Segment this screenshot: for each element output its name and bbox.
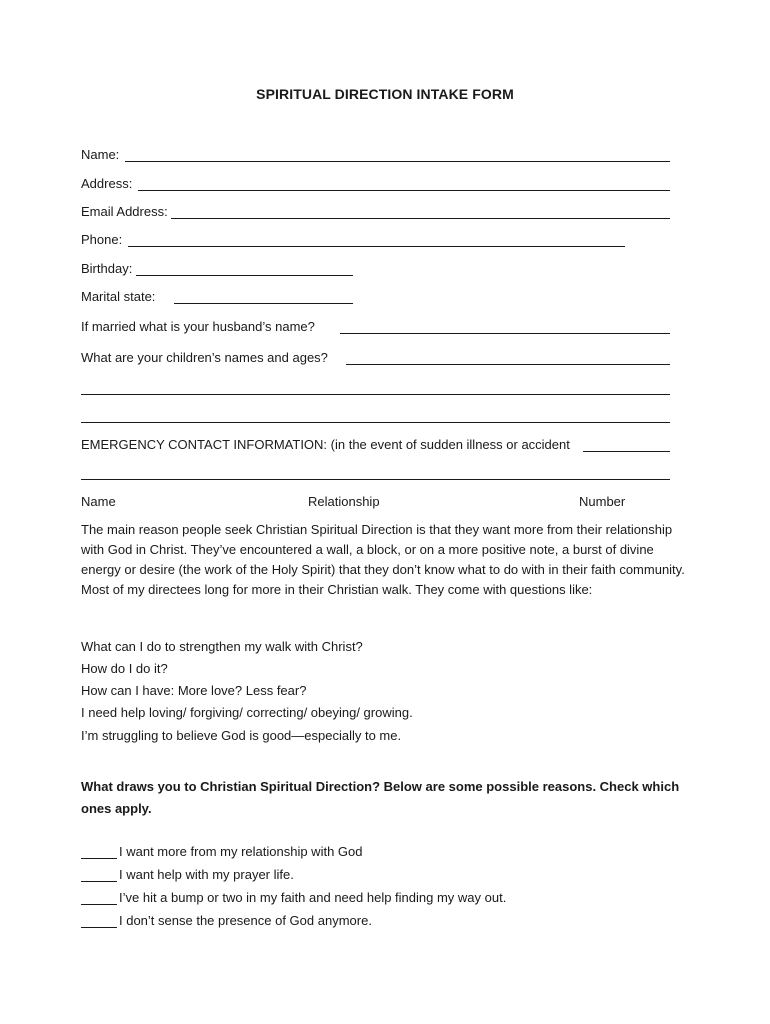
phone-field[interactable]	[128, 246, 625, 247]
children-label: What are your children’s names and ages?	[81, 350, 328, 365]
reason-check-blank[interactable]	[81, 892, 117, 905]
name-label: Name:	[81, 147, 120, 162]
emergency-col-relationship: Relationship	[308, 494, 380, 509]
marital-state-label: Marital state:	[81, 289, 156, 304]
birthday-field[interactable]	[136, 275, 353, 276]
form-title: SPIRITUAL DIRECTION INTAKE FORM	[256, 86, 514, 102]
address-label: Address:	[81, 176, 133, 191]
reason-item	[81, 867, 294, 882]
address-field[interactable]	[138, 190, 670, 191]
question-item: How can I have: More love? Less fear?	[81, 683, 307, 698]
husband-name-label: If married what is your husband’s name?	[81, 319, 315, 334]
intro-paragraph: The main reason people seek Christian Spiritual Direction is that they want more from their relationship with God in Christ. They’ve encountered a wall, a block, or on a more positive note, a burst of divine energy or desire (the work of the Holy Spirit) that they don’t know what to do with in their faith community. Most of my directees long for more in their Christian walk. They come with questions like:	[81, 522, 685, 597]
reason-label: I want more from my relationship with God	[119, 844, 363, 859]
emergency-heading: EMERGENCY CONTACT INFORMATION: (in the event of sudden illness or accident	[81, 437, 570, 452]
emergency-inline-field[interactable]	[583, 451, 670, 452]
reason-check-blank[interactable]	[81, 869, 117, 882]
question-item: I’m struggling to believe God is good—especially to me.	[81, 728, 402, 743]
children-field[interactable]	[346, 364, 670, 365]
question-item: I need help loving/ forgiving/ correcting/ obeying/ growing.	[81, 705, 413, 720]
reason-label: I don’t sense the presence of God anymore.	[119, 913, 372, 928]
reason-check-blank[interactable]	[81, 846, 117, 859]
emergency-col-number: Number	[579, 494, 626, 509]
reason-item	[81, 913, 372, 928]
email-label: Email Address:	[81, 204, 168, 219]
reasons-prompt: What draws you to Christian Spiritual Direction? Below are some possible reasons. Check which ones apply.	[81, 779, 680, 816]
reason-item	[81, 890, 506, 905]
husband-name-field[interactable]	[340, 333, 670, 334]
question-item: What can I do to strengthen my walk with Christ?	[81, 639, 363, 654]
phone-label: Phone:	[81, 232, 123, 247]
reason-label: I’ve hit a bump or two in my faith and need help finding my way out.	[119, 890, 507, 905]
emergency-col-name: Name	[81, 494, 116, 509]
emergency-contact-field[interactable]	[81, 479, 670, 480]
question-item: How do I do it?	[81, 661, 168, 676]
children-extra-line-1[interactable]	[81, 394, 670, 395]
reason-item	[81, 844, 362, 859]
reason-label: I want help with my prayer life.	[119, 867, 294, 882]
email-field[interactable]	[171, 218, 670, 219]
children-extra-line-2[interactable]	[81, 422, 670, 423]
birthday-label: Birthday:	[81, 261, 133, 276]
reason-check-blank[interactable]	[81, 915, 117, 928]
marital-state-field[interactable]	[174, 303, 353, 304]
name-field[interactable]	[125, 161, 670, 162]
